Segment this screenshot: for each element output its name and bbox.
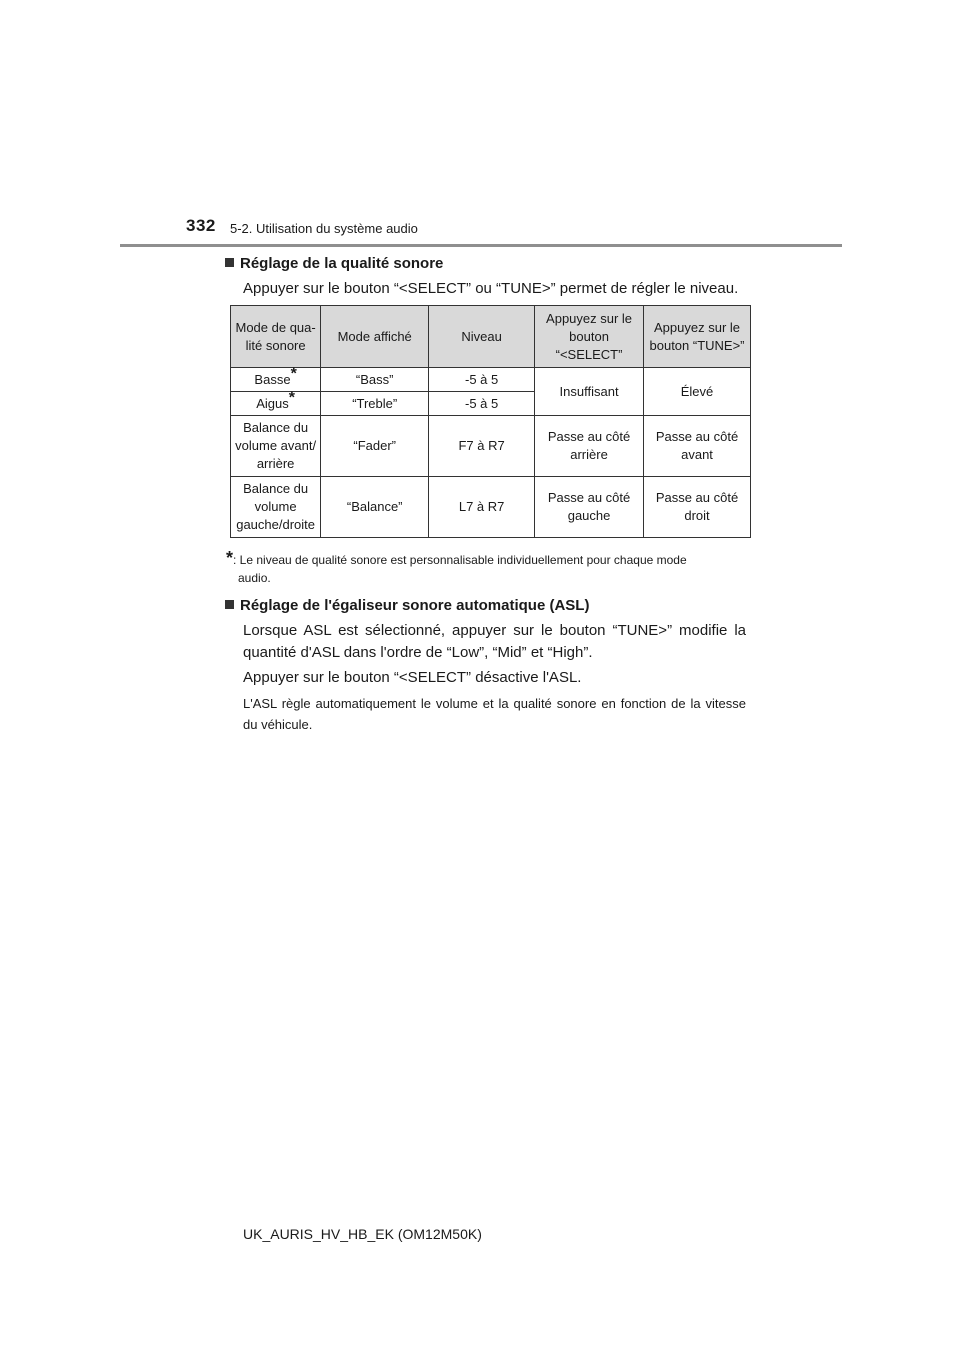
cell-mode: Aigus* bbox=[231, 392, 321, 416]
section-heading-sound-quality bbox=[225, 254, 747, 274]
cell-level: L7 à R7 bbox=[429, 477, 535, 538]
cell-mode: Basse* bbox=[231, 368, 321, 392]
cell-display: “Bass” bbox=[321, 368, 429, 392]
bullet-square-icon bbox=[225, 258, 234, 267]
cell-mode: Balance du volume gauche/droite bbox=[231, 477, 321, 538]
section-heading-asl bbox=[225, 596, 747, 616]
table-row bbox=[231, 477, 751, 538]
cell-display: “Treble” bbox=[321, 392, 429, 416]
cell-mode: Balance du volume avant/ arrière bbox=[231, 416, 321, 477]
cell-level: -5 à 5 bbox=[429, 392, 535, 416]
asterisk-marker: * bbox=[288, 389, 295, 407]
header-level: Niveau bbox=[429, 306, 535, 368]
cell-select: Passe au côté arrière bbox=[535, 416, 644, 477]
section-title: 5-2. Utilisation du système audio bbox=[230, 221, 418, 236]
asl-paragraph-2: Appuyer sur le bouton “<SELECT” désactive l'ASL. bbox=[243, 669, 582, 686]
bullet-square-icon bbox=[225, 600, 234, 609]
section-heading-text: Réglage de l'égaliseur sonore automatique (ASL) bbox=[240, 597, 590, 614]
cell-display: “Balance” bbox=[321, 477, 429, 538]
cell-tune: Passe au côté droit bbox=[644, 477, 751, 538]
header-select: Appuyez sur le bouton “<SELECT” bbox=[535, 306, 644, 368]
asl-paragraph-1: Lorsque ASL est sélectionné, appuyer sur le bouton “TUNE>” modifie la quantité d'ASL dans l'ordre de “Low”, “Mid” et “High”. bbox=[243, 622, 746, 661]
table-row bbox=[231, 368, 751, 392]
header-tune: Appuyez sur le bouton “TUNE>” bbox=[644, 306, 751, 368]
cell-select-shared: Insuffisant bbox=[535, 368, 644, 416]
cell-tune-shared: Élevé bbox=[644, 368, 751, 416]
footnote-asterisk: * bbox=[226, 548, 234, 568]
cell-select: Passe au côté gauche bbox=[535, 477, 644, 538]
document-code: UK_AURIS_HV_HB_EK (OM12M50K) bbox=[243, 1226, 482, 1242]
section-heading-text: Réglage de la qualité sonore bbox=[240, 255, 444, 272]
table-footnote bbox=[226, 549, 748, 587]
header-mode: Mode de qua-lité sonore bbox=[231, 306, 321, 368]
cell-display: “Fader” bbox=[321, 416, 429, 477]
asterisk-marker: * bbox=[290, 365, 297, 383]
cell-level: -5 à 5 bbox=[429, 368, 535, 392]
header-divider bbox=[120, 244, 842, 247]
table-header-row bbox=[231, 306, 751, 368]
sound-quality-intro: Appuyer sur le bouton “<SELECT” ou “TUNE>” permet de régler le niveau. bbox=[243, 280, 739, 297]
asl-note: L'ASL règle automatiquement le volume et la qualité sonore en fonction de la vitesse du véhicule. bbox=[243, 696, 746, 732]
header-display: Mode affiché bbox=[321, 306, 429, 368]
sound-quality-table bbox=[230, 305, 751, 538]
cell-level: F7 à R7 bbox=[429, 416, 535, 477]
page-number: 332 bbox=[186, 216, 216, 235]
table-row bbox=[231, 416, 751, 477]
footnote-text-cont: audio. bbox=[238, 571, 271, 585]
cell-tune: Passe au côté avant bbox=[644, 416, 751, 477]
footnote-text: : Le niveau de qualité sonore est personnalisable individuellement pour chaque mode bbox=[233, 553, 687, 567]
